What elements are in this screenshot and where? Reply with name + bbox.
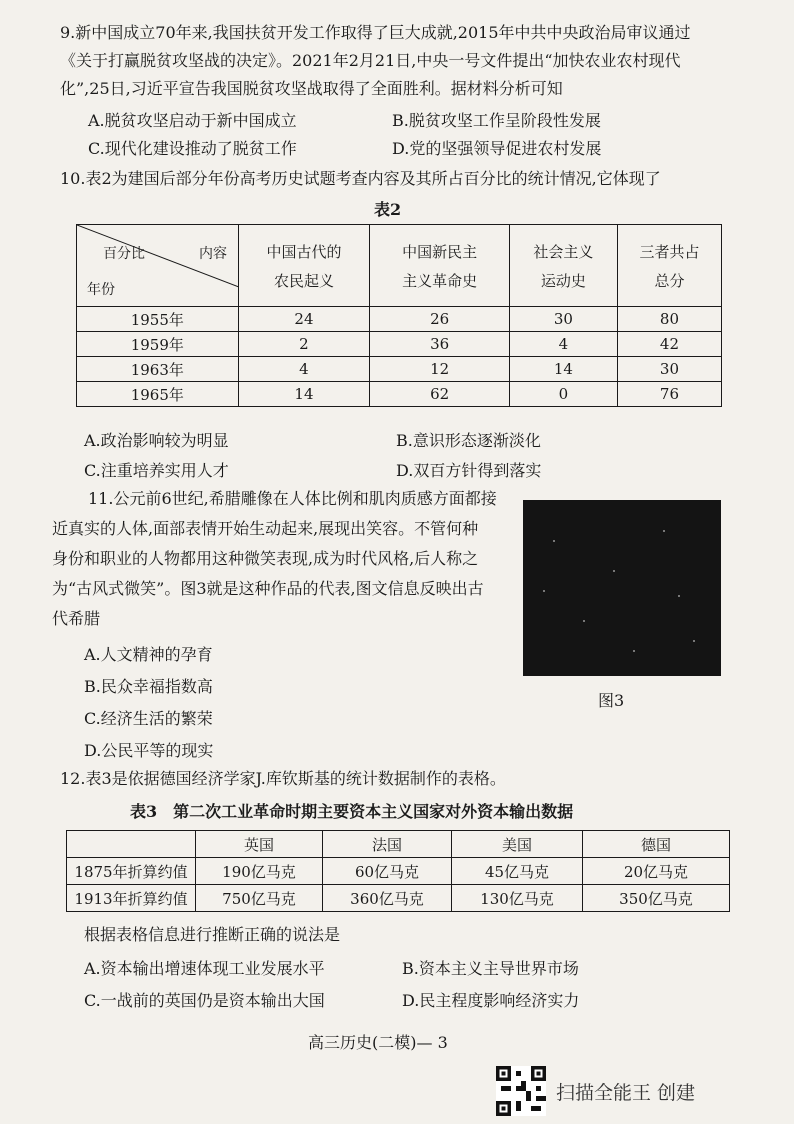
- table-row: 1875年折算约值 190亿马克 60亿马克 45亿马克 20亿马克: [67, 858, 730, 885]
- q10-option-d: D.双百方针得到落实: [396, 461, 542, 480]
- q9-stem-line-2: 《关于打赢脱贫攻坚战的决定》。2021年2月21日,中央一号文件提出“加快农业农村现代: [60, 51, 681, 70]
- q12-prompt: 根据表格信息进行推断正确的说法是: [84, 925, 341, 944]
- q11-stem-line-2: 近真实的人体,面部表情开始生动起来,展现出笑容。不管何种: [52, 519, 479, 538]
- q9-stem-line-3: 化”,25日,习近平宣告我国脱贫攻坚战取得了全面胜利。据材料分析可知: [60, 79, 563, 98]
- q9-option-d: D.党的坚强领导促进农村发展: [392, 139, 602, 158]
- figure-3-label: 图3: [598, 691, 625, 710]
- q9-option-b: B.脱贫攻坚工作呈阶段性发展: [392, 111, 601, 130]
- table2-header-2: 中国新民主 主义革命史: [370, 225, 510, 307]
- q11-option-c: C.经济生活的繁荣: [84, 709, 213, 728]
- q10-option-b: B.意识形态逐渐淡化: [396, 431, 541, 450]
- page-footer: 高三历史(二模)— 3: [308, 1033, 448, 1052]
- q10-stem: 10.表2为建国后部分年份高考历史试题考查内容及其所占百分比的统计情况,它体现了: [60, 169, 661, 188]
- table2-header-4: 三者共占 总分: [617, 225, 721, 307]
- q11-stem-line-5: 代希腊: [52, 609, 101, 628]
- q9-option-a: A.脱贫攻坚启动于新中国成立: [88, 111, 297, 130]
- q12-option-a: A.资本输出增速体现工业发展水平: [84, 959, 325, 978]
- qr-code-icon: [496, 1066, 546, 1116]
- table-row: 1955年 24 26 30 80: [77, 307, 722, 332]
- q11-stem-line-4: 为“古风式微笑”。图3就是这种作品的代表,图文信息反映出古: [52, 579, 484, 598]
- q11-option-d: D.公民平等的现实: [84, 741, 214, 760]
- table-row: 1965年 14 62 0 76: [77, 382, 722, 407]
- q12-option-c: C.一战前的英国仍是资本输出大国: [84, 991, 325, 1010]
- q11-stem-line-3: 身份和职业的人物都用这种微笑表现,成为时代风格,后人称之: [52, 549, 479, 568]
- table-row: 1959年 2 36 4 42: [77, 332, 722, 357]
- scanner-watermark: 扫描全能王 创建: [556, 1082, 696, 1104]
- table-row: 英国 法国 美国 德国: [67, 831, 730, 858]
- corner-label-content: 内容: [199, 246, 227, 262]
- corner-label-year: 年份: [87, 282, 115, 298]
- q9-option-c: C.现代化建设推动了脱贫工作: [88, 139, 297, 158]
- q11-option-b: B.民众幸福指数高: [84, 677, 213, 696]
- q10-option-c: C.注重培养实用人才: [84, 461, 229, 480]
- table-3: [66, 830, 730, 912]
- q11-stem-line-1: 11.公元前6世纪,希腊雕像在人体比例和肌肉质感方面都接: [88, 489, 497, 508]
- q9-stem-line-1: 9.新中国成立70年来,我国扶贫开发工作取得了巨大成就,2015年中共中央政治局审议通过: [60, 23, 691, 42]
- table2-header-1: 中国古代的 农民起义: [238, 225, 370, 307]
- table2-title: 表2: [374, 200, 402, 219]
- q12-option-b: B.资本主义主导世界市场: [402, 959, 579, 978]
- figure-3-image: [523, 500, 721, 676]
- table-row: 1913年折算约值 750亿马克 360亿马克 130亿马克 350亿马克: [67, 885, 730, 912]
- table-row: 1963年 4 12 14 30: [77, 357, 722, 382]
- q12-option-d: D.民主程度影响经济实力: [402, 991, 580, 1010]
- q11-option-a: A.人文精神的孕育: [84, 645, 213, 664]
- corner-label-percent: 百分比: [103, 246, 145, 262]
- q12-stem: 12.表3是依据德国经济学家J.库钦斯基的统计数据制作的表格。: [60, 769, 506, 788]
- table2-corner-cell: [77, 225, 239, 307]
- table-2: [76, 224, 722, 407]
- q10-option-a: A.政治影响较为明显: [84, 431, 229, 450]
- table2-header-3: 社会主义 运动史: [509, 225, 617, 307]
- table3-title: 表3 第二次工业革命时期主要资本主义国家对外资本输出数据: [130, 802, 574, 821]
